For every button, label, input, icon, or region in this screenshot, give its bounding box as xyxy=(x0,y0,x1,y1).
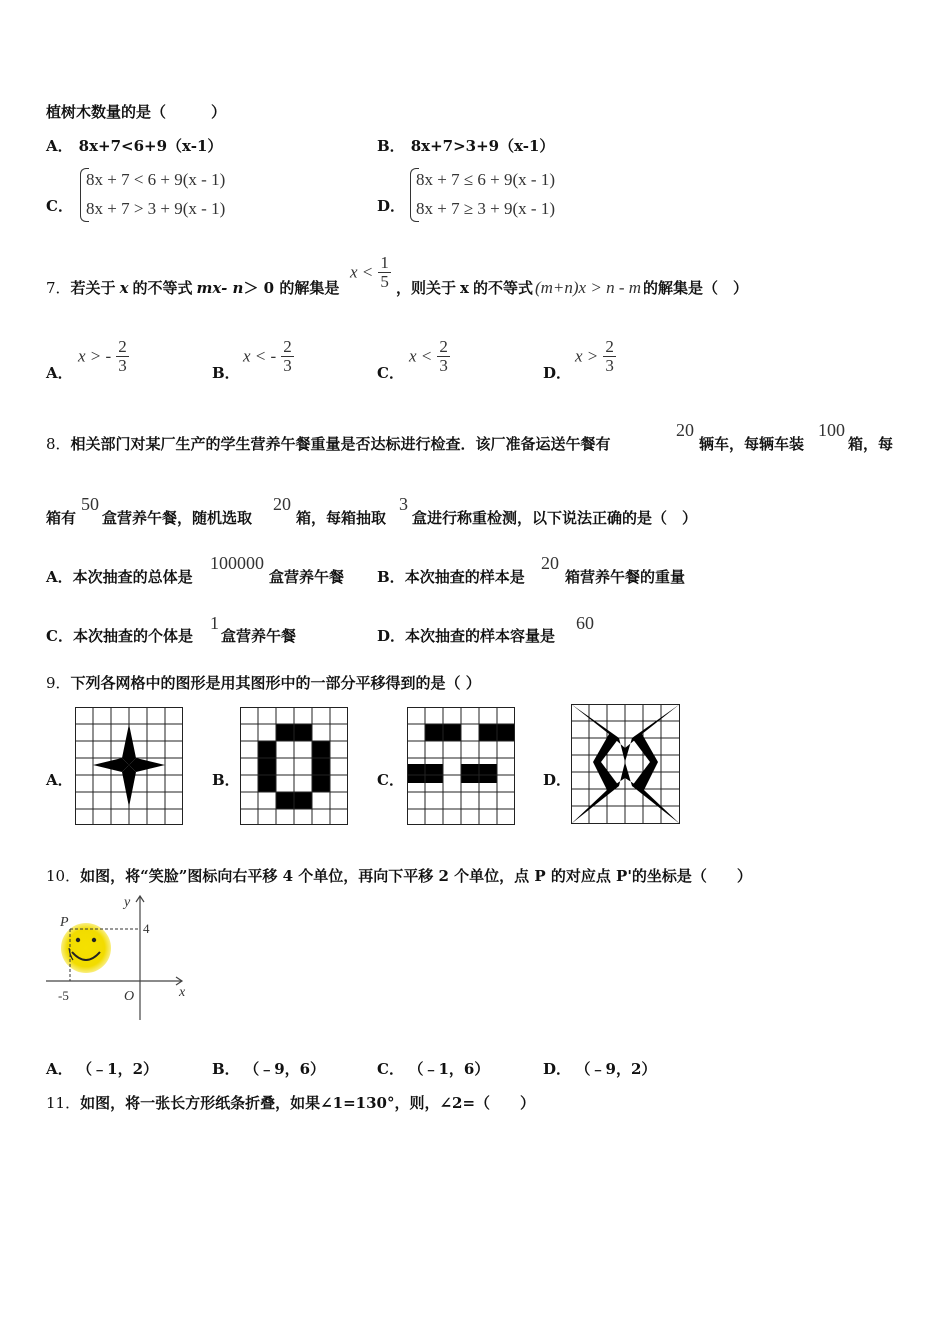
q6-option-c-line1: 8x + 7 < 6 + 9(x - 1) xyxy=(86,170,226,189)
q7-option-a-expr: x > - $\frac{2}{3}$ xyxy=(78,337,127,375)
q7-text-4: ，则关于 xyxy=(396,279,457,297)
q7-text-2: 的不等式 xyxy=(132,279,193,297)
q6-option-b-label: B． xyxy=(377,137,405,155)
q9-grid-d[interactable] xyxy=(571,704,681,825)
q8-option-a[interactable]: A．本次抽查的总体是 xyxy=(46,568,193,586)
q10-label-4: 4 xyxy=(143,921,150,936)
q10-label-y: y xyxy=(124,895,131,910)
q7-text-3: ＞ 0 的解集是 xyxy=(243,279,340,297)
q6-option-b-text: 8x+7>3+9（x-1） xyxy=(410,137,555,155)
q7-option-b-expr: x < - $\frac{2}{3}$ xyxy=(243,337,292,375)
q7-text-5: 的不等式 xyxy=(472,279,533,297)
q8-text-2b: 盒营养午餐，随机选取 xyxy=(102,509,253,527)
q8-option-b-number: 20 xyxy=(541,553,559,573)
q8-text-1a: 相关部门对某厂生产的学生营养午餐重量是否达标进行检查．该厂准备运送午餐有 xyxy=(70,435,611,453)
q10-label-x: x xyxy=(179,985,186,1000)
q9-grid-a[interactable] xyxy=(75,707,183,825)
q8-option-a-number: 100000 xyxy=(210,553,264,573)
q11-number: 11． xyxy=(46,1094,81,1112)
q9-stem xyxy=(46,673,481,693)
q8-text-1c: 箱，每 xyxy=(848,435,894,453)
q10-figure xyxy=(40,890,200,1025)
q8-option-c-text: 本次抽查的个体是 xyxy=(72,627,193,645)
q8-option-a-text: 本次抽查的总体是 xyxy=(72,568,193,586)
q7-option-d-label[interactable]: D． xyxy=(543,364,572,382)
q7-text-1: 若关于 xyxy=(70,279,116,297)
q8-option-a-text-2: 盒营养午餐 xyxy=(269,568,345,586)
q8-num-3: 3 xyxy=(399,494,408,514)
q8-option-b-text-2: 箱营养午餐的重量 xyxy=(565,568,686,586)
q8-option-d-text: 本次抽查的样本容量是 xyxy=(405,627,556,645)
q8-option-d-number: 60 xyxy=(576,613,594,633)
q9-grid-c[interactable] xyxy=(407,707,515,825)
q8-option-b[interactable]: B．本次抽查的样本是 xyxy=(377,568,525,586)
q10-label-minus5: -5 xyxy=(58,988,69,1003)
q7-var-x: x xyxy=(119,279,129,297)
q6-stem: 植树木数量的是（ ） xyxy=(46,103,227,121)
q10-option-a[interactable]: A． （﹣1，2） xyxy=(46,1060,159,1078)
q6-option-d-line2: 8x + 7 ≥ 3 + 9(x - 1) xyxy=(416,199,555,218)
q7-stem-2 xyxy=(396,278,748,298)
q8-option-d[interactable]: D．本次抽查的样本容量是 xyxy=(377,627,556,645)
q8-num-20b: 20 xyxy=(273,494,291,514)
q8-line-1 xyxy=(46,434,611,454)
q10-option-d[interactable]: D． （﹣9，2） xyxy=(543,1060,657,1078)
q9-option-a-label[interactable]: A． xyxy=(46,771,73,789)
q7-option-a-label[interactable]: A． xyxy=(46,364,73,382)
q8-num-20: 20 xyxy=(676,420,694,440)
q7-option-d-expr: x > $\frac{2}{3}$ xyxy=(575,337,614,375)
q7-text-6: 的解集是（ ） xyxy=(643,279,749,297)
q10-label-p: P xyxy=(60,915,69,930)
q9-option-d-label[interactable]: D． xyxy=(543,771,572,789)
q7-option-b-label[interactable]: B． xyxy=(212,364,240,382)
q10-smiley-face xyxy=(61,923,111,973)
q10-option-c[interactable]: C． （﹣1，6） xyxy=(377,1060,490,1078)
q7-option-c-expr: x < $\frac{2}{3}$ xyxy=(409,337,448,375)
q7-option-c-label[interactable]: C． xyxy=(377,364,404,382)
q10-number: 10． xyxy=(46,867,81,885)
q8-option-c-number: 1 xyxy=(210,613,219,633)
q7-solution-lhs: x < xyxy=(350,262,374,282)
q10-option-b-text: （﹣9，6） xyxy=(251,1060,326,1078)
q10-stem-text: 如图，将“笑脸”图标向右平移 4 个单位，再向下平移 2 个单位，点 P 的对应点 P'的坐标是（ ） xyxy=(80,867,752,885)
q6-option-c-line2: 8x + 7 > 3 + 9(x - 1) xyxy=(86,199,226,218)
q9-option-c-label[interactable]: C． xyxy=(377,771,404,789)
q8-text-2d: 盒进行称重检测，以下说法正确的是（ ） xyxy=(412,509,698,527)
q8-num-100: 100 xyxy=(818,420,845,440)
q10-option-d-text: （﹣9，2） xyxy=(583,1060,657,1078)
q8-option-c-text-2: 盒营养午餐 xyxy=(221,627,297,645)
q9-stem-text: 下列各网格中的图形是用其图形中的一部分平移得到的是（ ） xyxy=(70,674,481,692)
q7-inequality-2: (m+n)x > n - m xyxy=(534,278,642,297)
q11-stem xyxy=(46,1093,535,1113)
q8-text-2a: 箱有 xyxy=(46,509,77,527)
q9-option-b-label[interactable]: B． xyxy=(212,771,240,789)
q7-solution xyxy=(350,254,391,291)
q10-option-a-text: （﹣1，2） xyxy=(84,1060,159,1078)
q6-option-d-label[interactable]: D． xyxy=(377,197,406,215)
q10-option-c-text: （﹣1，6） xyxy=(415,1060,490,1078)
q7-var-x2: x xyxy=(460,279,469,297)
q10-stem xyxy=(46,866,752,886)
q9-grid-b[interactable] xyxy=(240,707,348,825)
q6-option-d-system xyxy=(416,165,555,223)
q8-text-2c: 箱，每箱抽取 xyxy=(296,509,387,527)
q8-option-b-text: 本次抽查的样本是 xyxy=(404,568,525,586)
q11-stem-text: 如图，将一张长方形纸条折叠，如果∠1=130°，则，∠2=（ ） xyxy=(80,1094,536,1112)
q6-option-b[interactable] xyxy=(377,136,554,156)
q7-stem xyxy=(46,278,339,298)
q9-number: 9． xyxy=(46,674,71,692)
q10-option-b[interactable]: B． （﹣9，6） xyxy=(212,1060,326,1078)
q8-num-50: 50 xyxy=(81,494,99,514)
q6-option-d-line1: 8x + 7 ≤ 6 + 9(x - 1) xyxy=(416,170,555,189)
q7-solution-fraction: $\frac{1}{5}$ xyxy=(380,253,389,291)
q6-option-a-label: A． xyxy=(46,137,73,155)
q10-label-origin: O xyxy=(124,989,135,1004)
q8-option-c[interactable]: C．本次抽查的个体是 xyxy=(46,627,193,645)
q6-option-c-system xyxy=(86,165,225,223)
q7-number: 7． xyxy=(46,279,71,297)
q7-inequality: mx- n xyxy=(196,279,244,297)
q6-option-a[interactable] xyxy=(46,136,222,156)
q8-text-1b: 辆车，每辆车装 xyxy=(699,435,805,453)
q8-number: 8． xyxy=(46,435,71,453)
q6-option-c-label[interactable]: C． xyxy=(46,197,73,215)
q6-option-a-text: 8x+7<6+9（x-1） xyxy=(78,137,223,155)
